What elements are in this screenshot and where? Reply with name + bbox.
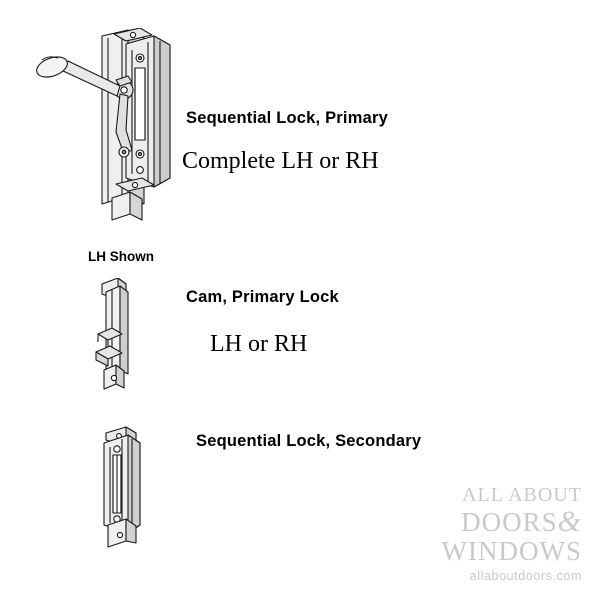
watermark-url: allaboutdoors.com <box>469 568 582 583</box>
sequential-lock-secondary-drawing <box>92 425 172 555</box>
label-cam-primary-lock: Cam, Primary Lock <box>186 288 339 306</box>
watermark-line-3: WINDOWS <box>441 535 582 566</box>
cam-primary-lock-drawing <box>92 278 162 398</box>
watermark-line-1: ALL ABOUT <box>462 483 582 506</box>
label-lh-shown: LH Shown <box>88 249 154 264</box>
watermark-logo <box>442 485 582 583</box>
watermark-line-2 <box>442 504 582 538</box>
watermark-ampersand: & <box>557 504 582 538</box>
label-sequential-lock-primary: Sequential Lock, Primary <box>186 109 388 127</box>
sequential-lock-primary-drawing <box>28 28 188 243</box>
label-sequential-lock-secondary: Sequential Lock, Secondary <box>196 432 422 450</box>
label-lh-or-rh: LH or RH <box>210 331 308 357</box>
watermark-doors-text: DOORS <box>461 506 558 537</box>
label-complete-lh-or-rh: Complete LH or RH <box>182 148 379 174</box>
